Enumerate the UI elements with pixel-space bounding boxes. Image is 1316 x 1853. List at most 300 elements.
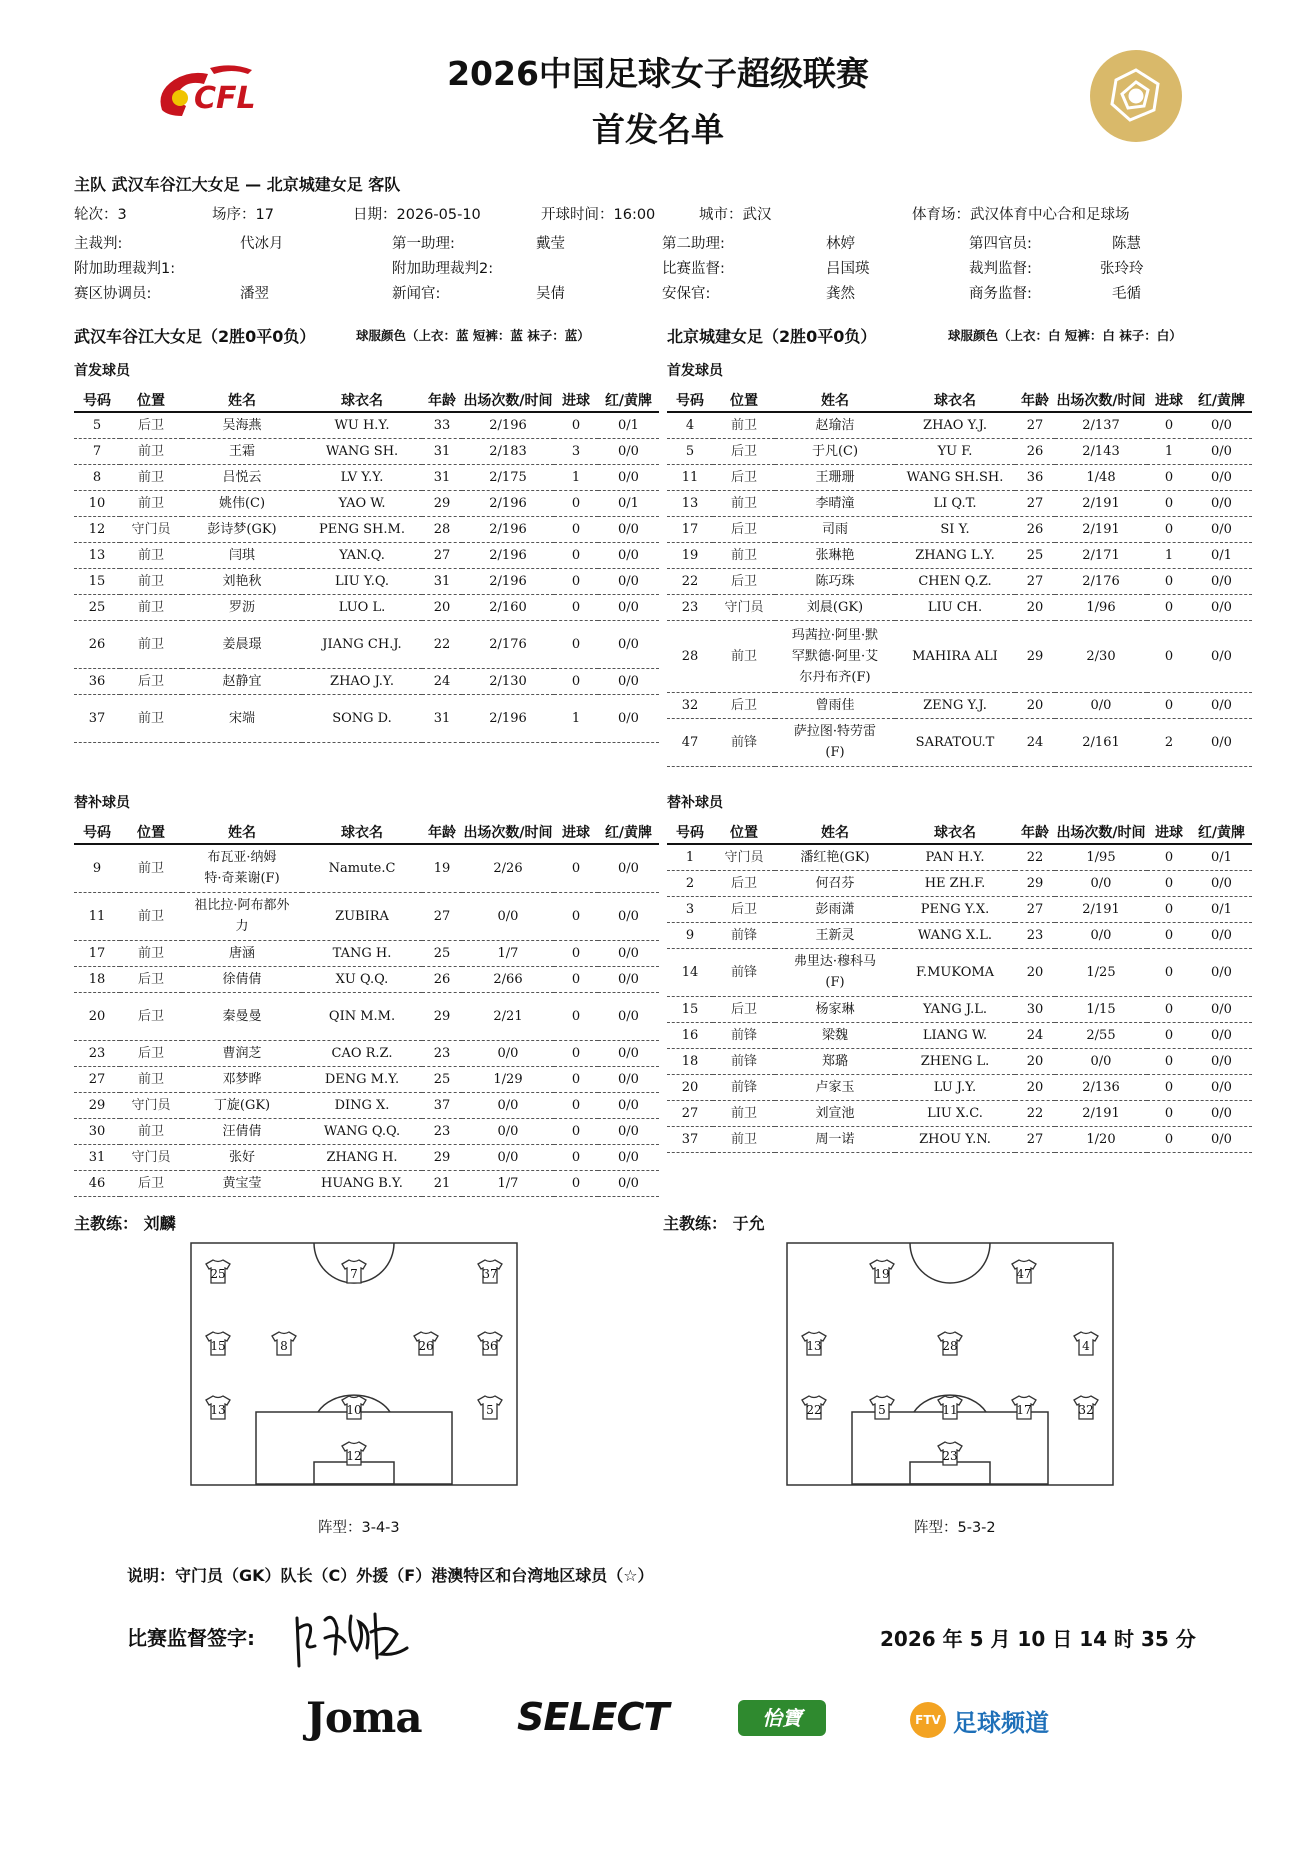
player-name: 陈巧珠 [775,568,895,594]
column-header: 号码 [667,820,713,844]
player-number: 15 [667,996,713,1022]
home-subs-label: 替补球员 [74,795,130,811]
shirt-name: DENG M.Y. [302,1066,422,1092]
official-label: 商务监督: [969,286,1032,302]
game-number: 场序：17 [212,207,274,223]
official-label: 附加助理裁判2: [392,261,494,277]
cards: 0/0 [1191,922,1252,948]
jersey-number: 8 [280,1339,288,1353]
player-row [667,464,1252,490]
player-jersey-icon [1012,1396,1036,1419]
goals: 0 [1147,1048,1191,1074]
cards: 0/0 [598,594,659,620]
player-name: 彭雨潇 [775,896,895,922]
kickoff-time: 开球时间：16:00 [541,207,656,223]
player-number: 9 [74,844,120,892]
cards: 0/0 [598,1118,659,1144]
player-position: 前卫 [120,438,182,464]
player-number: 28 [667,620,713,692]
player-number: 37 [74,694,120,742]
player-name: 曾雨佳 [775,692,895,718]
player-number: 30 [74,1118,120,1144]
cards: 0/0 [1191,1048,1252,1074]
player-number: 8 [74,464,120,490]
player-jersey-icon [802,1396,826,1419]
home-kit-colors: 球服颜色（上衣：蓝 短裤：蓝 袜子：蓝） [356,328,590,343]
goals: 1 [1147,438,1191,464]
shirt-name: HE ZH.F. [895,870,1015,896]
official-value: 吴倩 [536,286,565,302]
player-jersey-icon [870,1260,894,1283]
player-name: 萨拉图·特劳雷 (F) [775,718,895,766]
player-position: 前卫 [713,620,775,692]
jersey-number: 32 [1078,1403,1094,1417]
goals: 0 [1147,1074,1191,1100]
cards: 0/0 [1191,1126,1252,1152]
column-header: 进球 [554,820,598,844]
player-age: 26 [1015,438,1055,464]
player-position: 前锋 [713,948,775,996]
appearances-minutes: 0/0 [462,1040,554,1066]
shirt-name: LIU Y.Q. [302,568,422,594]
appearances-minutes: 2/196 [462,516,554,542]
player-jersey-icon [1012,1260,1036,1283]
player-number: 15 [74,568,120,594]
player-row [667,1048,1252,1074]
player-row [74,1066,659,1092]
player-position: 守门员 [120,1092,182,1118]
signature-label: 比赛监督签字: [127,1626,255,1650]
appearances-minutes: 2/175 [462,464,554,490]
goals: 0 [554,940,598,966]
jersey-number: 28 [942,1339,958,1353]
column-header: 进球 [1147,820,1191,844]
cards: 0/0 [598,844,659,892]
appearances-minutes: 2/137 [1055,412,1147,438]
player-position: 前卫 [713,1100,775,1126]
player-name: 吕悦云 [182,464,302,490]
player-age: 23 [1015,922,1055,948]
appearances-minutes: 0/0 [462,892,554,940]
player-row [74,438,659,464]
cards: 0/0 [1191,1074,1252,1100]
player-position: 后卫 [713,464,775,490]
appearances-minutes: 2/196 [462,490,554,516]
player-name: 郑璐 [775,1048,895,1074]
cards: 0/0 [598,1092,659,1118]
shirt-name: DING X. [302,1092,422,1118]
goals: 0 [554,568,598,594]
player-name: 丁旋(GK) [182,1092,302,1118]
player-row [667,620,1252,692]
player-age: 24 [1015,718,1055,766]
player-position: 前卫 [120,490,182,516]
goals: 0 [1147,490,1191,516]
player-name: 邓梦晔 [182,1066,302,1092]
column-header: 出场次数/时间 [462,820,554,844]
goals: 0 [554,516,598,542]
shirt-name: WANG SH.SH. [895,464,1015,490]
shirt-name: WANG SH. [302,438,422,464]
player-number: 18 [74,966,120,992]
player-name: 赵瑜洁 [775,412,895,438]
player-row [667,1126,1252,1152]
sponsor-ftv-badge: FTV [910,1702,946,1738]
goals: 0 [1147,996,1191,1022]
goals: 0 [554,490,598,516]
player-age: 22 [1015,844,1055,870]
jersey-number: 19 [874,1267,890,1281]
legend-note: 说明：守门员（GK）队长（C）外援（F）港澳特区和台湾地区球员（☆） [127,1566,654,1585]
player-jersey-icon [870,1396,894,1419]
away-starters-label: 首发球员 [667,363,723,379]
player-number: 12 [74,516,120,542]
player-position: 前卫 [120,542,182,568]
player-row [74,490,659,516]
cards: 0/1 [1191,542,1252,568]
official-value: 潘翌 [240,286,269,302]
player-name: 潘红艳(GK) [775,844,895,870]
player-jersey-icon [414,1332,438,1355]
appearances-minutes: 2/176 [1055,568,1147,594]
appearances-minutes: 1/96 [1055,594,1147,620]
cards: 0/0 [598,1066,659,1092]
player-number: 5 [667,438,713,464]
column-header: 姓名 [775,820,895,844]
player-row [74,516,659,542]
shirt-name: YU F. [895,438,1015,464]
shirt-name: Namute.C [302,844,422,892]
player-age: 20 [422,594,462,620]
player-position: 前锋 [713,718,775,766]
shirt-name: LV Y.Y. [302,464,422,490]
player-number: 27 [667,1100,713,1126]
shirt-name: PENG Y.X. [895,896,1015,922]
shirt-name: LU J.Y. [895,1074,1015,1100]
jersey-number: 13 [210,1403,226,1417]
goals: 0 [1147,844,1191,870]
player-jersey-icon [938,1332,962,1355]
appearances-minutes: 1/29 [462,1066,554,1092]
away-subs-table [667,820,1252,1153]
column-header: 号码 [667,388,713,412]
player-age: 29 [1015,870,1055,896]
player-row [74,668,659,694]
shirt-name: SI Y. [895,516,1015,542]
player-position: 前卫 [120,594,182,620]
goals: 0 [1147,568,1191,594]
appearances-minutes: 2/191 [1055,490,1147,516]
player-number: 36 [74,668,120,694]
player-row [74,1118,659,1144]
official-label: 第四官员: [969,236,1032,252]
shirt-name: ZUBIRA [302,892,422,940]
player-jersey-icon [206,1260,230,1283]
appearances-minutes: 2/161 [1055,718,1147,766]
appearances-minutes: 2/26 [462,844,554,892]
column-header: 位置 [120,820,182,844]
player-age: 22 [422,620,462,668]
appearances-minutes: 0/0 [1055,692,1147,718]
player-number: 17 [667,516,713,542]
goals: 0 [1147,948,1191,996]
appearances-minutes: 1/7 [462,1170,554,1196]
appearances-minutes: 1/15 [1055,996,1147,1022]
player-number: 23 [74,1040,120,1066]
matchup-line: 主队 武汉车谷江大女足 — 北京城建女足 客队 [74,175,401,194]
player-number: 29 [74,1092,120,1118]
appearances-minutes: 2/196 [462,412,554,438]
sponsor-select-logo: SELECT [517,1695,669,1739]
player-row [667,438,1252,464]
player-row [74,1170,659,1196]
column-header: 年龄 [422,820,462,844]
away-subs-label: 替补球员 [667,795,723,811]
player-row [667,1022,1252,1048]
goals: 0 [554,542,598,568]
player-position: 前卫 [120,620,182,668]
official-value: 毛循 [1112,286,1141,302]
column-header: 红/黄牌 [1191,388,1252,412]
jersey-number: 36 [482,1339,498,1353]
player-name: 秦曼曼 [182,992,302,1040]
player-row [667,594,1252,620]
official-label: 裁判监督: [969,261,1032,277]
column-header: 姓名 [775,388,895,412]
player-position: 后卫 [120,992,182,1040]
player-position: 前卫 [120,464,182,490]
player-age: 20 [1015,692,1055,718]
player-age: 24 [422,668,462,694]
player-number: 2 [667,870,713,896]
jersey-number: 10 [346,1403,362,1417]
cards: 0/0 [1191,870,1252,896]
cards: 0/0 [1191,568,1252,594]
player-number: 11 [667,464,713,490]
player-age: 31 [422,464,462,490]
column-header: 进球 [1147,388,1191,412]
player-row [74,694,659,742]
player-position: 守门员 [713,594,775,620]
appearances-minutes: 1/25 [1055,948,1147,996]
shirt-name: ZHANG H. [302,1144,422,1170]
player-number: 32 [667,692,713,718]
player-position: 前卫 [120,892,182,940]
player-position: 后卫 [713,516,775,542]
cards: 0/0 [598,568,659,594]
rose-emblem-logo [1088,48,1184,144]
goals: 0 [1147,594,1191,620]
column-header: 出场次数/时间 [462,388,554,412]
player-number: 16 [667,1022,713,1048]
appearances-minutes: 2/196 [462,568,554,594]
player-name: 张琳艳 [775,542,895,568]
cards: 0/0 [1191,490,1252,516]
appearances-minutes: 1/95 [1055,844,1147,870]
player-row [667,948,1252,996]
player-name: 姚伟(C) [182,490,302,516]
cards: 0/0 [1191,1022,1252,1048]
player-row [74,464,659,490]
player-age: 31 [422,694,462,742]
official-value: 龚然 [826,286,855,302]
page-title: 2026中国足球女子超级联赛 [447,54,869,93]
player-name: 刘晨(GK) [775,594,895,620]
goals: 0 [1147,1100,1191,1126]
column-header: 进球 [554,388,598,412]
sponsor-ftv-text: 足球频道 [953,1709,1049,1737]
player-age: 27 [1015,412,1055,438]
player-age: 25 [422,940,462,966]
shirt-name: MAHIRA ALI [895,620,1015,692]
shirt-name: ZENG Y.J. [895,692,1015,718]
shirt-name: F.MUKOMA [895,948,1015,996]
appearances-minutes: 2/66 [462,966,554,992]
goals: 0 [1147,1126,1191,1152]
player-jersey-icon [1074,1332,1098,1355]
shirt-name: WANG X.L. [895,922,1015,948]
jersey-number: 47 [1016,1267,1032,1281]
player-position: 后卫 [713,896,775,922]
appearances-minutes: 2/21 [462,992,554,1040]
official-value: 吕国瑛 [826,261,870,277]
goals: 0 [554,1118,598,1144]
appearances-minutes: 2/160 [462,594,554,620]
cards: 0/0 [1191,1100,1252,1126]
player-number: 11 [74,892,120,940]
match-stadium: 体育场：武汉体育中心合和足球场 [912,207,1130,223]
shirt-name: PENG SH.M. [302,516,422,542]
player-position: 前卫 [713,412,775,438]
player-position: 后卫 [120,1170,182,1196]
shirt-name: LIANG W. [895,1022,1015,1048]
shirt-name: ZHAO Y.J. [895,412,1015,438]
player-position: 前卫 [713,490,775,516]
match-city: 城市：武汉 [699,207,772,223]
player-name: 周一诺 [775,1126,895,1152]
player-name: 王霜 [182,438,302,464]
column-header: 年龄 [1015,388,1055,412]
cards: 0/1 [1191,896,1252,922]
player-name: 宋端 [182,694,302,742]
player-age: 29 [422,992,462,1040]
sponsor-yibao-logo: 怡寶 [738,1700,826,1736]
official-label: 赛区协调员: [74,286,152,302]
player-age: 27 [422,892,462,940]
player-row [74,620,659,668]
cards: 0/1 [1191,844,1252,870]
cards: 0/0 [598,940,659,966]
cards: 0/0 [598,464,659,490]
appearances-minutes: 2/30 [1055,620,1147,692]
goals: 0 [554,844,598,892]
appearances-minutes: 2/191 [1055,516,1147,542]
cards: 0/1 [598,490,659,516]
shirt-name: WANG Q.Q. [302,1118,422,1144]
shirt-name: LIU CH. [895,594,1015,620]
player-row [667,542,1252,568]
shirt-name: XU Q.Q. [302,966,422,992]
player-position: 后卫 [713,996,775,1022]
player-age: 30 [1015,996,1055,1022]
appearances-minutes: 2/196 [462,542,554,568]
jersey-number: 5 [486,1403,494,1417]
shirt-name: YAO W. [302,490,422,516]
jersey-number: 13 [806,1339,822,1353]
appearances-minutes: 0/0 [462,1144,554,1170]
cards: 0/0 [598,694,659,742]
goals: 0 [1147,620,1191,692]
home-formation-pitch [190,1242,518,1486]
player-position: 前卫 [120,940,182,966]
player-row [74,568,659,594]
goals: 0 [554,1170,598,1196]
goals: 0 [1147,896,1191,922]
player-number: 14 [667,948,713,996]
player-name: 彭诗梦(GK) [182,516,302,542]
away-starters-table [667,388,1252,767]
player-age: 25 [422,1066,462,1092]
column-header: 年龄 [1015,820,1055,844]
goals: 0 [1147,692,1191,718]
player-age: 26 [1015,516,1055,542]
shirt-name: YANG J.L. [895,996,1015,1022]
player-age: 31 [422,568,462,594]
player-age: 20 [1015,1048,1055,1074]
player-number: 10 [74,490,120,516]
official-label: 第二助理: [662,236,725,252]
player-jersey-icon [272,1332,296,1355]
goals: 0 [554,668,598,694]
cards: 0/0 [1191,996,1252,1022]
home-team-record: 武汉车谷江大女足（2胜0平0负） [74,327,316,346]
official-label: 附加助理裁判1: [74,261,176,277]
cards: 0/0 [598,620,659,668]
cards: 0/0 [1191,620,1252,692]
player-number: 47 [667,718,713,766]
player-name: 徐倩倩 [182,966,302,992]
shirt-name: ZHENG L. [895,1048,1015,1074]
cards: 0/0 [598,1170,659,1196]
player-row [667,996,1252,1022]
goals: 0 [554,620,598,668]
player-row [667,896,1252,922]
player-age: 24 [1015,1022,1055,1048]
player-name: 梁魏 [775,1022,895,1048]
column-header: 球衣名 [302,388,422,412]
player-row [74,992,659,1040]
player-position: 后卫 [120,668,182,694]
appearances-minutes: 2/143 [1055,438,1147,464]
player-name: 弗里达·穆科马 (F) [775,948,895,996]
player-name: 刘宣池 [775,1100,895,1126]
cards: 0/0 [1191,948,1252,996]
player-row [667,412,1252,438]
player-jersey-icon [478,1396,502,1419]
column-header: 出场次数/时间 [1055,820,1147,844]
shirt-name: HUANG B.Y. [302,1170,422,1196]
appearances-minutes: 2/171 [1055,542,1147,568]
player-name: 罗沥 [182,594,302,620]
player-number: 25 [74,594,120,620]
goals: 0 [1147,516,1191,542]
player-number: 13 [667,490,713,516]
player-row [667,490,1252,516]
goals: 0 [554,412,598,438]
player-number: 22 [667,568,713,594]
cards: 0/0 [1191,464,1252,490]
player-row [74,1092,659,1118]
